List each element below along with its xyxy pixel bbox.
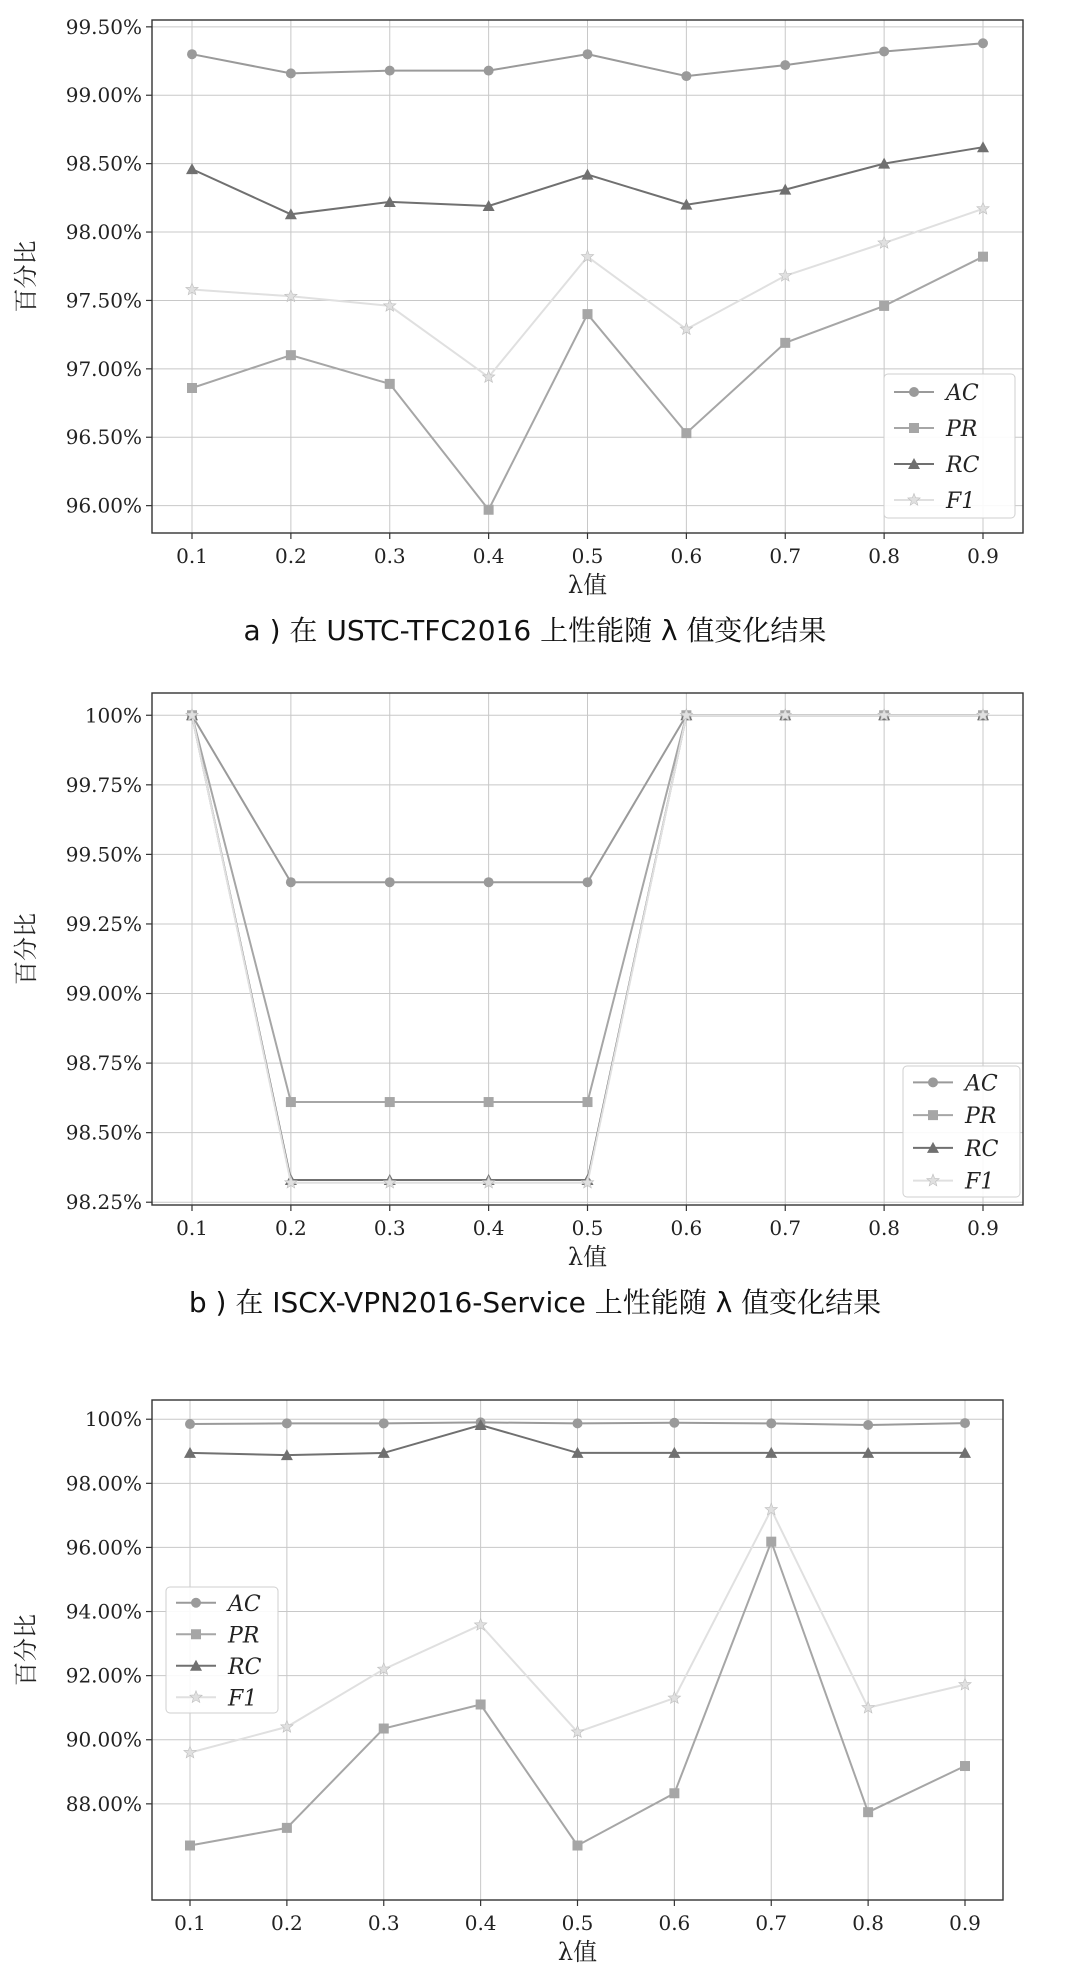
y-tick-label: 94.00% (65, 1599, 142, 1624)
x-tick-label: 0.8 (868, 1216, 901, 1240)
legend-label-AC: AC (965, 1071, 998, 1097)
data-point-PR (286, 350, 296, 360)
data-point-AC (780, 60, 790, 70)
y-tick-label: 98.00% (65, 1471, 142, 1496)
data-point-AC (379, 1418, 389, 1428)
chart-panel-1 (12, 15, 1023, 647)
data-point-PR (583, 309, 593, 319)
y-tick-label: 100% (84, 1407, 142, 1432)
data-point-AC (286, 68, 296, 78)
data-point-AC (960, 1418, 970, 1428)
y-axis-label: 百分比 (12, 240, 40, 313)
legend (166, 1587, 278, 1713)
y-tick-label: 98.25% (65, 1190, 142, 1215)
legend-label-AC: AC (946, 381, 979, 406)
legend-label-PR: PR (946, 417, 978, 442)
data-point-PR (484, 1097, 494, 1107)
x-tick-label: 0.6 (670, 544, 703, 568)
y-tick-label: 99.50% (65, 14, 142, 39)
data-point-AC (879, 46, 889, 56)
x-axis-label: λ值 (567, 1243, 608, 1271)
legend (903, 1066, 1020, 1197)
data-point-RC (582, 169, 594, 180)
legend-box (903, 1066, 1020, 1197)
x-tick-label: 0.7 (769, 544, 802, 568)
x-tick-label: 0.1 (174, 1911, 206, 1935)
x-tick-label: 0.5 (571, 1216, 604, 1240)
y-tick-label: 100% (84, 703, 142, 728)
y-tick-label: 99.25% (65, 911, 142, 936)
data-point-AC (282, 1418, 292, 1428)
data-point-AC (286, 877, 296, 887)
legend-box (166, 1587, 278, 1713)
x-tick-label: 0.9 (967, 544, 999, 568)
x-tick-label: 0.6 (658, 1911, 691, 1935)
data-point-AC (385, 877, 395, 887)
legend-label-RC: RC (965, 1136, 999, 1162)
y-tick-label: 99.00% (65, 981, 142, 1006)
data-point-PR (863, 1807, 873, 1817)
x-tick-label: 0.4 (472, 1216, 505, 1240)
y-tick-label: 96.00% (65, 493, 142, 518)
legend-label-RC: RC (946, 453, 980, 478)
data-point-PR (282, 1823, 292, 1833)
y-tick-label: 90.00% (65, 1727, 142, 1752)
data-point-AC (978, 38, 988, 48)
y-axis-label: 百分比 (12, 1614, 40, 1686)
x-axis-label: λ值 (567, 571, 608, 599)
x-tick-label: 0.1 (176, 544, 208, 568)
x-tick-label: 0.5 (561, 1911, 594, 1935)
data-point-AC (484, 66, 494, 76)
y-tick-label: 97.50% (65, 288, 142, 313)
data-point-PR (385, 379, 395, 389)
x-tick-label: 0.5 (571, 544, 604, 568)
x-tick-label: 0.2 (274, 544, 307, 568)
data-point-AC (573, 1418, 583, 1428)
legend-marker-PR (928, 1110, 938, 1120)
data-point-PR (780, 338, 790, 348)
y-tick-label: 96.00% (65, 1535, 142, 1560)
figure-caption: b ) 在 ISCX-VPN2016-Service 上性能随 λ 值变化结果 (188, 1286, 882, 1319)
legend-label-PR: PR (228, 1623, 260, 1649)
data-point-PR (681, 428, 691, 438)
legend-label-PR: PR (965, 1104, 997, 1130)
x-tick-label: 0.8 (868, 544, 901, 568)
data-point-PR (476, 1699, 486, 1709)
x-tick-label: 0.9 (949, 1911, 981, 1935)
data-point-PR (379, 1724, 389, 1734)
legend (884, 374, 1015, 518)
y-axis-label: 百分比 (12, 913, 40, 985)
data-point-AC (863, 1420, 873, 1430)
x-tick-label: 0.1 (176, 1216, 208, 1240)
data-point-AC (583, 877, 593, 887)
x-tick-label: 0.3 (367, 1911, 400, 1935)
data-point-PR (484, 505, 494, 515)
data-point-PR (187, 383, 197, 393)
x-tick-label: 0.7 (769, 1216, 802, 1240)
y-tick-label: 99.00% (65, 83, 142, 108)
x-tick-label: 0.2 (274, 1216, 307, 1240)
data-point-PR (960, 1761, 970, 1771)
legend-marker-AC (928, 1077, 938, 1087)
y-tick-label: 96.50% (65, 425, 142, 450)
data-point-AC (484, 877, 494, 887)
legend-label-RC: RC (228, 1654, 262, 1680)
data-point-PR (669, 1788, 679, 1798)
legend-marker-AC (191, 1598, 201, 1608)
data-point-PR (583, 1097, 593, 1107)
y-tick-label: 98.75% (65, 1051, 142, 1076)
x-tick-label: 0.3 (373, 1216, 406, 1240)
x-axis-label: λ值 (557, 1938, 598, 1966)
legend-label-F1: F1 (946, 489, 976, 514)
data-point-RC (977, 141, 989, 152)
data-point-AC (185, 1419, 195, 1429)
y-tick-label: 99.75% (65, 772, 142, 797)
data-point-PR (185, 1841, 195, 1851)
legend-marker-PR (191, 1629, 201, 1639)
x-tick-label: 0.9 (967, 1216, 999, 1240)
data-point-AC (385, 66, 395, 76)
y-tick-label: 97.00% (65, 356, 142, 381)
y-tick-label: 99.50% (65, 842, 142, 867)
x-tick-label: 0.2 (270, 1911, 303, 1935)
x-tick-label: 0.8 (852, 1911, 885, 1935)
data-point-RC (186, 163, 198, 174)
y-tick-label: 92.00% (65, 1663, 142, 1688)
data-point-AC (583, 49, 593, 59)
x-tick-label: 0.6 (670, 1216, 703, 1240)
x-tick-label: 0.7 (755, 1911, 788, 1935)
x-tick-label: 0.4 (472, 544, 505, 568)
data-point-AC (187, 49, 197, 59)
data-point-PR (978, 252, 988, 262)
data-point-PR (385, 1097, 395, 1107)
x-tick-label: 0.3 (373, 544, 406, 568)
legend-label-F1: F1 (228, 1686, 258, 1712)
y-tick-label: 98.00% (65, 220, 142, 245)
legend-label-AC: AC (228, 1591, 261, 1617)
chart-panel-2 (12, 693, 1023, 1319)
chart-panel-3 (12, 1400, 1003, 1966)
data-point-AC (766, 1418, 776, 1428)
legend-label-F1: F1 (965, 1169, 995, 1195)
figure-caption: a ) 在 USTC-TFC2016 上性能随 λ 值变化结果 (243, 614, 827, 647)
x-tick-label: 0.4 (464, 1911, 497, 1935)
data-point-AC (669, 1418, 679, 1428)
data-point-PR (286, 1097, 296, 1107)
legend-marker-PR (909, 423, 919, 433)
data-point-PR (573, 1841, 583, 1851)
data-point-PR (766, 1537, 776, 1547)
y-tick-label: 98.50% (65, 1120, 142, 1145)
legend-marker-AC (909, 387, 919, 397)
y-tick-label: 88.00% (65, 1791, 142, 1816)
data-point-AC (681, 71, 691, 81)
data-point-PR (879, 301, 889, 311)
y-tick-label: 98.50% (65, 151, 142, 176)
